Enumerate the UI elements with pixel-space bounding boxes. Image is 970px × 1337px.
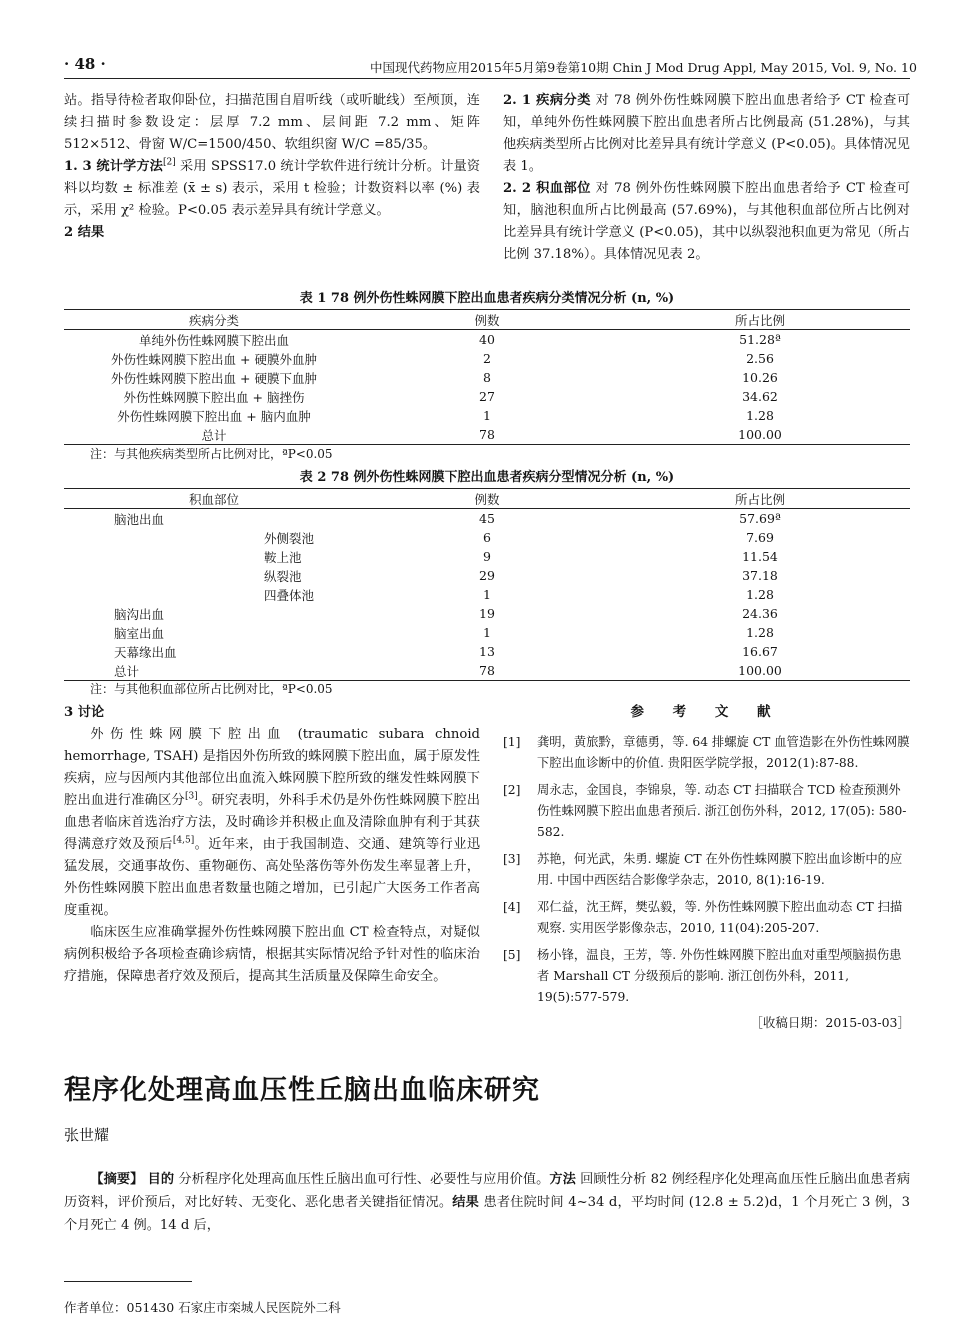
right-column-top: [503, 90, 910, 266]
reference-number: [2]: [503, 783, 521, 797]
header-rule: [64, 78, 910, 79]
table-cell: 10.26: [742, 370, 778, 385]
table-cell: 78: [364, 661, 610, 681]
table-row: [64, 330, 910, 350]
table-cell: 34.62: [742, 389, 778, 404]
received-date: ［收稿日期：2015-03-03］: [750, 1015, 910, 1030]
table-row: [64, 566, 910, 585]
table-cell: 1.28: [746, 587, 774, 602]
author-affiliation: 作者单位：051430 石家庄市栾城人民医院外二科: [64, 1300, 341, 1315]
references-list: [503, 732, 910, 1014]
references-heading: 参 考 文 献: [630, 704, 783, 720]
reference-text: 邓仁益，沈王辉，樊弘毅，等. 外伤性蛛网膜下腔出血动态 CT 扫描观察. 实用医学影像杂志，2010, 11(04):205-207.: [537, 900, 903, 935]
table-cell: 脑沟出血: [114, 606, 165, 622]
table-cell: 外伤性蛛网膜下腔出血 + 脑挫伤: [123, 389, 305, 405]
page-number: · 48 ·: [64, 55, 106, 73]
section-2-heading: 2 结果: [64, 225, 105, 240]
table-cell: 四叠体池: [264, 587, 315, 603]
reference-item: [503, 780, 910, 843]
reference-text: 杨小锋，温良，王芳，等. 外伤性蛛网膜下腔出血对重型颅脑损伤患者 Marshall CT 分级预后的影响. 浙江创伤外科，2011, 19(5):577-579.: [537, 948, 902, 1004]
table-cell: 24.36: [742, 606, 778, 621]
table-cell: 外伤性蛛网膜下腔出血 + 硬膜外血肿: [111, 351, 317, 367]
section-3-heading: 3 讨论: [64, 705, 105, 720]
disease-class-paragraph: [503, 90, 910, 178]
table-row: [64, 604, 910, 623]
table-row: [64, 661, 910, 681]
reference-number: [3]: [503, 852, 521, 866]
table1-header: 所占比例: [610, 310, 910, 330]
table-cell: 鞍上池: [264, 549, 302, 565]
scan-paragraph: 站。指导待检者取仰卧位，扫描范围自眉听线（或听眦线）至颅顶，连续扫描时参数设定：层厚 7.2 mm、层间距 7.2 mm、矩阵 512×512、骨窗 W/C=1500/450、软组织窗 W/C =85/35。: [64, 93, 480, 152]
citation: [2]: [162, 157, 176, 168]
table2-note: 注：与其他积血部位所占比例对比，ªP<0.05: [90, 682, 333, 696]
table-cell: 外伤性蛛网膜下腔出血 + 硬膜下血肿: [111, 370, 317, 386]
table-cell: 天幕缘出血: [114, 644, 177, 660]
footnote-rule: [64, 1281, 192, 1282]
table1: [64, 309, 910, 445]
table-row: [64, 406, 910, 425]
abstract-method: 回顾性分析 82 例经程序化处理高血压性丘脑出血患者病历资料，评价预后，对比好转、无变化、恶化患者关键指征情况。: [64, 1172, 911, 1210]
table-cell: 1: [483, 408, 491, 423]
table-cell: 2.56: [746, 351, 774, 366]
section-2-1-text: 对 78 例外伤性蛛网膜下腔出血患者给予 CT 检查可知，单纯外伤性蛛网膜下腔出血患者所占比例最高 (51.28%)，与其他疾病类型所占比例对比差异具有统计学意义 (P<0.05)。具体情况见表 1。: [503, 93, 911, 174]
table-cell: 2: [483, 351, 491, 366]
discussion-text: 。研究表明，外科手术仍是外伤性蛛网膜下腔出血患者临床首选治疗方法，及时确诊并积极止血及清除血肿有利于其获得满意疗效及预后: [64, 793, 481, 852]
table-row: [64, 547, 910, 566]
table2: [64, 488, 910, 681]
table1-note: 注：与其他疾病类型所占比例对比，ªP<0.05: [90, 447, 333, 461]
table-cell: 7.69: [746, 530, 774, 545]
table-cell: 1.28: [746, 625, 774, 640]
table1-title: 表 1 78 例外伤性蛛网膜下腔出血患者疾病分类情况分析 (n, %): [299, 291, 675, 306]
table2-title: 表 2 78 例外伤性蛛网膜下腔出血患者疾病分型情况分析 (n, %): [299, 470, 675, 485]
reference-text: 周永志，金国良，李锦泉，等. 动态 CT 扫描联合 TCD 检查预测外伤性蛛网膜下腔出血患者预后. 浙江创伤外科，2012, 17(05): 580-582.: [537, 783, 907, 839]
table-cell: 19: [479, 606, 495, 621]
reference-item: [503, 945, 910, 1008]
table-cell: 40: [479, 332, 495, 347]
table-cell: 脑池出血: [114, 511, 165, 527]
stats-paragraph: [64, 156, 480, 222]
stats-text: 采用 SPSS17.0 统计学软件进行统计分析。计量资料以均数 ± 标准差 (x̄ ± s) 表示，采用 t 检验；计数资料以率 (%) 表示，采用 χ² 检验。P<0.05 表示差异具有统计学意义。: [64, 159, 481, 218]
table-row: [64, 642, 910, 661]
article-title: 程序化处理高血压性丘脑出血临床研究: [64, 1075, 540, 1106]
reference-text: 龚明，黄旅黔，章德勇，等. 64 排螺旋 CT 血管造影在外伤性蛛网膜下腔出血诊断中的价值. 贵阳医学院学报，2012(1):87-88.: [537, 735, 910, 770]
reference-text: 苏艳，何光武，朱勇. 螺旋 CT 在外伤性蛛网膜下腔出血诊断中的应用. 中国中西医结合影像学杂志，2010, 8(1):16-19.: [537, 852, 903, 887]
section-1-3-heading: 1. 3 统计学方法: [64, 159, 163, 174]
table-cell: 总计: [64, 661, 364, 681]
table-cell: 78: [364, 425, 610, 445]
table-cell: 1: [483, 625, 491, 640]
abstract: [64, 1168, 910, 1237]
table-row: [64, 509, 910, 529]
table-cell: 57.69ª: [739, 511, 781, 526]
table-cell: 外伤性蛛网膜下腔出血 + 脑内血肿: [117, 408, 311, 424]
article-author: 张世耀: [64, 1126, 110, 1144]
table-cell: 脑室出血: [114, 625, 165, 641]
table-cell: 6: [483, 530, 491, 545]
left-column-top: [64, 90, 480, 244]
table-row: [64, 623, 910, 642]
section-2-2-text: 对 78 例外伤性蛛网膜下腔出血患者给予 CT 检查可知，脑池积血所占比例最高 (57.69%)，与其他积血部位所占比例对比差异具有统计学意义 (P<0.05)，其中以纵裂池积血更为常见（所占比例 37.18%）。具体情况见表 2。: [503, 181, 911, 262]
table-row: [64, 528, 910, 547]
table-cell: 29: [479, 568, 495, 583]
reference-number: [4]: [503, 900, 521, 914]
abstract-method-label: 方法: [549, 1172, 576, 1187]
section-2-1-heading: 2. 1 疾病分类: [503, 93, 591, 108]
discussion-paragraph-1: [64, 724, 480, 922]
bleeding-site-paragraph: [503, 178, 910, 266]
table-cell: 16.67: [742, 644, 778, 659]
discussion-paragraph-2: 临床医生应准确掌握外伤性蛛网膜下腔出血 CT 检查特点，对疑似病例积极给予各项检查确诊病情，根据其实际情况给予针对性的临床治疗措施，保障患者疗效及预后，提高其生活质量及保障生命安全。: [64, 925, 480, 984]
table2-header: 所占比例: [610, 489, 910, 509]
table-cell: 1.28: [746, 408, 774, 423]
abstract-objective-label: 目的: [147, 1172, 175, 1187]
table-row: [64, 585, 910, 604]
table-row: [64, 349, 910, 368]
table-cell: 13: [479, 644, 495, 659]
table-cell: 45: [479, 511, 495, 526]
table-cell: 9: [483, 549, 491, 564]
discussion-section: [64, 702, 480, 988]
reference-number: [5]: [503, 948, 521, 962]
discussion-text: 外伤性蛛网膜下腔出血 (traumatic subara chnoid hemorrhage, TSAH) 是指因外伤所致的蛛网膜下腔出血，属于原发性疾病，应与因颅内其他部位出血流入蛛网膜下腔所致的继发性蛛网膜下腔出血进行准确区分: [64, 727, 480, 808]
table-cell: 纵裂池: [264, 568, 302, 584]
abstract-objective: 分析程序化处理高血压性丘脑出血可行性、必要性与应用价值。: [174, 1172, 550, 1187]
discussion-text: 。近年来，由于我国制造、交通、建筑等行业迅猛发展，交通事故伤、重物砸伤、高处坠落伤等外伤发生率显著上升，外伤性蛛网膜下腔出血患者数量也随之增加，已引起广大医务工作者高度重视。: [64, 837, 481, 918]
table-cell: 100.00: [610, 661, 910, 681]
table-cell: 100.00: [610, 425, 910, 445]
reference-item: [503, 849, 910, 891]
table2-header: 积血部位: [64, 489, 364, 509]
table-cell: 11.54: [742, 549, 778, 564]
abstract-result: 患者住院时间 4~34 d，平均时间 (12.8 ± 5.2)d，1 个月死亡 3 例，3 个月死亡 4 例。14 d 后，: [64, 1195, 910, 1233]
table-cell: 1: [483, 587, 491, 602]
table-row: [64, 368, 910, 387]
table-cell: 外侧裂池: [264, 530, 315, 546]
table-cell: 37.18: [742, 568, 778, 583]
abstract-label: 【摘要】: [90, 1172, 144, 1187]
abstract-result-label: 结果: [452, 1195, 480, 1210]
table-cell: 8: [483, 370, 491, 385]
journal-header: 中国现代药物应用2015年5月第9卷第10期 Chin J Mod Drug Appl, May 2015, Vol. 9, No. 10: [370, 60, 917, 75]
table2-header: 例数: [364, 489, 610, 509]
table-row: [64, 387, 910, 406]
table1-header: 疾病分类: [64, 310, 364, 330]
table1-header: 例数: [364, 310, 610, 330]
table-cell: 27: [479, 389, 495, 404]
citation: [4,5]: [172, 835, 195, 846]
reference-item: [503, 732, 910, 774]
section-2-2-heading: 2. 2 积血部位: [503, 181, 591, 196]
table-cell: 51.28ª: [739, 332, 781, 347]
table-cell: 总计: [64, 425, 364, 445]
reference-number: [1]: [503, 735, 521, 749]
citation: [3]: [184, 791, 198, 802]
table-row: [64, 425, 910, 445]
table-cell: 单纯外伤性蛛网膜下腔出血: [138, 332, 289, 348]
reference-item: [503, 897, 910, 939]
